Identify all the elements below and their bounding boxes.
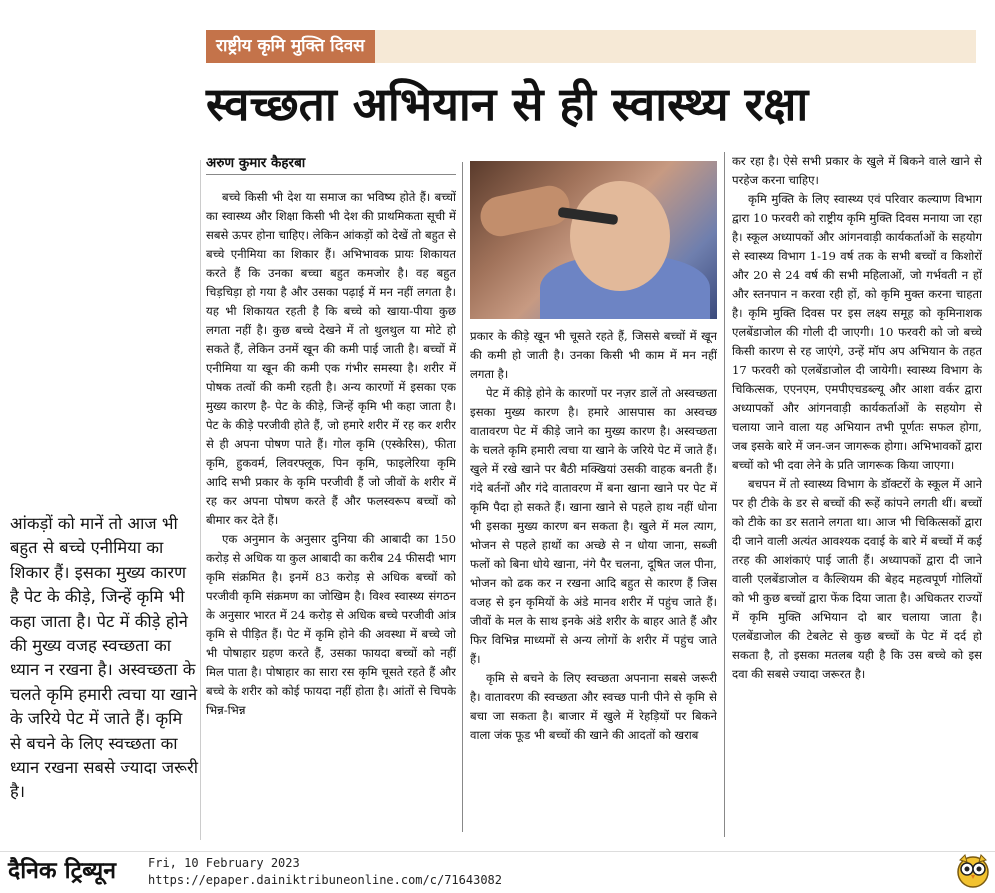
paragraph: बच्चे किसी भी देश या समाज का भविष्य होते हैं। बच्चों का स्वास्थ्य और शिक्षा किसी भी देश की प्राथमिकता सूची में सबसे ऊपर होना चाहिए। लेकिन आंकड़ों को देखें तो बहुत से बच्चे एनीमिया का शिकार हैं। अभिभावक प्रायः शिकायत करते हैं कि उनका बच्चा बहुत कमजोर है। वह बहुत चिड़चिड़ा हो गया है और उसका पढ़ाई में मन नहीं लगता है। यह भी शिकायत रहती है कि बच्चे को खाया-पीया कुछ लगता नहीं है। कुछ बच्चे देखने में तो थुलथुल या मोटे हो सकते हैं, लेकिन उनमें खून की कमी पाई जाती है। बच्चों में एनीमिया या खून की कमी एक गंभीर समस्या है। शरीर में पोषक तत्वों की कमी रहती है। अन्य कारणों में इसका एक मुख्य कारण है- पेट के कीड़े, जिन्हें कृमि भी कहा जाता है। पेट के कीड़े परजीवी होते हैं, जो हमारे शरीर में रह कर शरीर से ही अपना पोषण पाते हैं। गोल कृमि (एस्केरिस), फीता कृमि, हुकवर्म, लिवरफ्लूक, पिन कृमि, फाइलेरिया कृमि आदि सभी प्रकार के कृमि परजीवी हैं जो जीवों के शरीर में रह कर अपना पोषण करते हैं और फलस्वरूप बच्चों को बीमार कर देते हैं।: [206, 190, 456, 527]
paragraph: पेट में कीड़े होने के कारणों पर नज़र डालें तो अस्वच्छता इसका मुख्य कारण है। हमारे आसपास का अस्वच्छ वातावरण पेट में कीड़े जाने का मुख्य कारण है। अस्वच्छता के चलते कृमि हमारी त्वचा या खाने के जरिये पेट में जाते हैं। खुले में रखे खाने पर बैठी मक्खियां उसकी वाहक बनती हैं। गंदे बर्तनों और गंदे वातावरण में बना खाना खाने पर पेट में कृमि पैदा हो सकते हैं। खाना खाने से पहले हाथ नहीं धोना भी इसका मुख्य कारण बन सकता है। खुले में मल त्याग, भोजन से पहले हाथों का अच्छे से न धोया जाना, सब्जी फलों को बिना धोये खाना, नंगे पैर चलना, दूषित जल पीना, भोजन को ढक कर न रखना आदि बहुत से कारण हैं जिस वजह से इन कृमियों के अंडे मानव शरीर में पहुंच जाते हैं। जीवों के मल के साथ इनके अंडे शरीर के बाहर आते हैं और फिर विभिन्न माध्यमों से अन्य लोगों के शरीर में पहुंच जाते हैं।: [470, 386, 717, 666]
article-column-2: [470, 327, 717, 839]
paragraph: बचपन में तो स्वास्थ्य विभाग के डॉक्टरों के स्कूल में आने पर ही टीके के डर से बच्चों की रूहें कांपने लगती थीं। बच्चों को टीके का डर सताने लगता था। आज भी चिकित्सकों द्वारा दी जाने वाली अत्यंत आवश्यक दवाई के बारे में बच्चों में कई तरह की आशंकाएं पाई जाती हैं। अध्यापकों द्वारा दी जाने वाली एलबेंडाजोल व कैल्शियम की बेहद महत्वपूर्ण गोलियों को भी कुछ बच्चों द्वारा फेंक दिया जाता है। अधिकतर राज्यों में कृमि मुक्ति अभियान दो बार चलाया जाता है। एलबेंडाजोल की टेबलेट से कुछ बच्चों के पेट में दर्द हो सकता है, तो इसका मतलब यही है कि उस बच्चे को इस दवा की सबसे ज्यादा जरूरत है।: [732, 477, 982, 681]
headline: स्वच्छता अभियान से ही स्वास्थ्य रक्षा: [206, 77, 809, 131]
column-divider: [462, 162, 463, 832]
byline-rule: [206, 174, 456, 175]
pull-quote: आंकड़ों को मानें तो आज भी बहुत से बच्चे एनीमिया का शिकार हैं। इसका मुख्य कारण है पेट के कीड़े, जिन्हें कृमि भी कहा जाता है। पेट में कीड़े होने की मुख्य वजह स्वच्छता का ध्यान न रखना है। अस्वच्छता के चलते कृमि हमारी त्वचा या खाने के जरिये पेट में जाते हैं। कृमि से बचने के लिए स्वच्छता का ध्यान रखना सबसे ज्यादा जरूरी है।: [10, 514, 198, 802]
paragraph: कृमि से बचने के लिए स्वच्छता अपनाना सबसे जरूरी है। वातावरण की स्वच्छता और स्वच्छ पानी पीने से कृमि से बचा जा सकता है। बाजार में खुले में रेहड़ियों पर बिकने वाला जंक फूड भी बच्चों की खाने की आदतों को खराब: [470, 671, 717, 742]
article-column-3: [732, 152, 982, 840]
photo-child-face: [570, 181, 670, 291]
footer-rule: [0, 851, 995, 852]
article-column-1: [206, 188, 456, 838]
byline: अरुण कुमार कैहरबा: [206, 155, 306, 171]
newspaper-logo: दैनिक ट्रिब्यून: [8, 858, 116, 884]
owl-icon[interactable]: [956, 852, 990, 888]
footer-meta: [148, 855, 502, 889]
paragraph: कर रहा है। ऐसे सभी प्रकार के खुले में बिकने वाले खाने से परहेज करना चाहिए।: [732, 154, 982, 187]
article-photo: [470, 161, 717, 319]
paragraph: कृमि मुक्ति के लिए स्वास्थ्य एवं परिवार कल्याण विभाग द्वारा 10 फरवरी को राष्ट्रीय कृमि मुक्ति दिवस मनाया जा रहा है। स्कूल अध्यापकों और आंगनवाड़ी कार्यकर्ताओं के सहयोग से स्वास्थ्य विभाग 1-19 वर्ष तक के सभी बच्चों व किशोरों और 20 से 24 वर्ष की सभी महिलाओं, जो गर्भवती न हों और स्तनपान न करवा रही हों, को कृमि मुक्त करना चाहता है। कृमि मुक्ति दिवस पर इस लक्ष्य समूह को कृमिनाशक एलबेंडाजोल की गोली दी जाएगी। 10 फरवरी को जो बच्चे किसी कारण से रह जाएंगे, उन्हें मॉप अप अभियान के तहत 17 फरवरी को एलबेंडाजोल दी जायेगी। स्वास्थ्य विभाग के चिकित्सक, एएनएम, एमपीएचडब्ल्यू और आशा वर्कर द्वारा अध्यापकों और आंगनवाड़ी कार्यकर्ताओं के सहयोग से चलाया जाने वाला यह अभियान तभी पूर्णतः सफल होगा, जब इसके बारे में जन-जन जागरूक होगा। अभिभावकों द्वारा बच्चों को भी दवा लेने के प्रति जागरूक किया जाएगा।: [732, 192, 982, 472]
column-divider: [200, 160, 201, 840]
paragraph: प्रकार के कीड़े खून भी चूसते रहते हैं, जिससे बच्चों में खून की कमी हो जाती है। उनका किसी भी काम में मन नहीं लगता है।: [470, 329, 717, 381]
edition-url[interactable]: https://epaper.dainiktribuneonline.com/c/71643082: [148, 873, 503, 887]
column-divider: [724, 152, 725, 837]
section-kicker: राष्ट्रीय कृमि मुक्ति दिवस: [206, 30, 375, 63]
paragraph: एक अनुमान के अनुसार दुनिया की आबादी का 150 करोड़ से अधिक या कुल आबादी का करीब 24 फीसदी भाग कृमि संक्रमित है। इनमें 83 करोड़ से अधिक बच्चों को परजीवी कृमि संक्रमण का जोखिम है। विश्व स्वास्थ्य संगठन के अनुसार भारत में 24 करोड़ से अधिक बच्चे परजीवी आंत्र कृमि से पीड़ित हैं। पेट में कृमि होने की अवस्था में बच्चे जो भी पोषाहार ग्रहण करते हैं, उसका फायदा बच्चों को नहीं मिल पाता है। पोषाहार का सारा रस कृमि चूसते रहते हैं और बच्चे के शरीर को कोई फायदा नहीं होता है। आंतों से चिपके भिन्न-भिन्न: [206, 532, 456, 717]
edition-date: Fri, 10 February 2023: [148, 856, 300, 870]
